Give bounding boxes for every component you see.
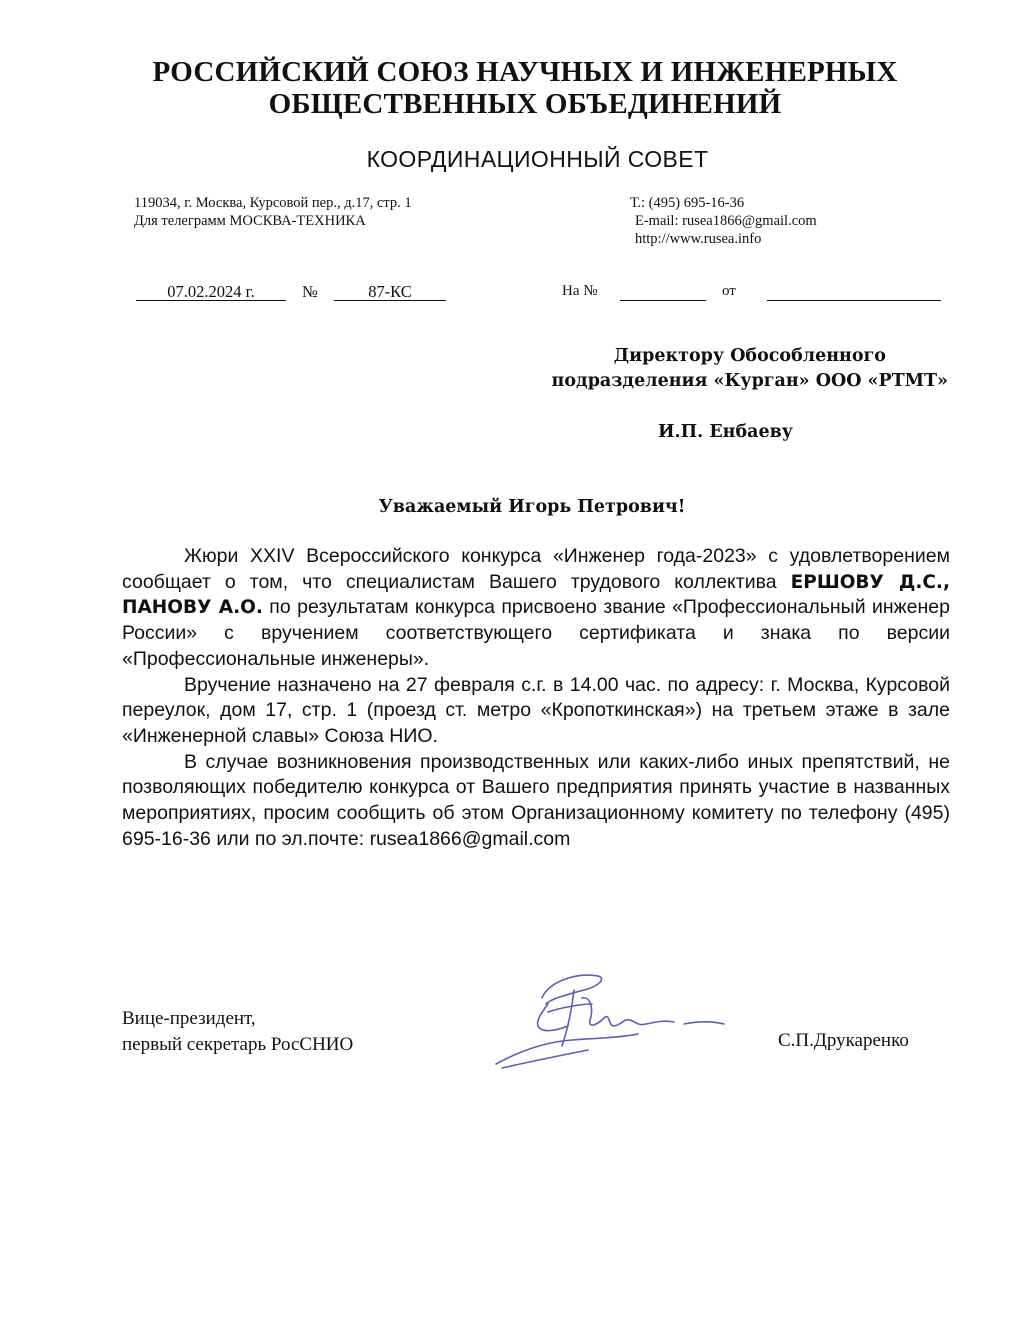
phone-number: Т.: (495) 695-16-36 — [630, 195, 745, 211]
letter-body — [122, 544, 950, 852]
addressee-line2: подразделения «Курган» ООО «РТМТ» — [551, 371, 948, 391]
council-name: КООРДИНАЦИОННЫЙ СОВЕТ — [366, 146, 709, 172]
salutation: Уважаемый Игорь Петрович! — [378, 497, 686, 517]
postal-address: 119034, г. Москва, Курсовой пер., д.17, стр. 1 — [134, 195, 412, 211]
winner-names: ЕРШОВУ Д.С., ПАНОВУ А.О. — [122, 571, 950, 619]
document-date-value: 07.02.2024 г. — [136, 282, 286, 301]
paragraph-1 — [122, 544, 950, 673]
document-number — [334, 282, 446, 302]
handwritten-signature — [488, 968, 733, 1078]
telegram-address: Для телеграмм МОСКВА-ТЕХНИКА — [134, 213, 366, 229]
document-number-value: 87-КС — [334, 282, 446, 301]
reference-date-field — [767, 282, 941, 301]
number-label: № — [302, 282, 318, 301]
paragraph-1-start: Жюри XXIV Всероссийского конкурса «Инженер года-2023» с удовлетворением сообщает о том, что специалистам Вашего трудового коллектива — [122, 545, 950, 593]
document-date — [136, 282, 286, 302]
organization-title-line2: ОБЩЕСТВЕННЫХ ОБЪЕДИНЕНИЙ — [268, 88, 782, 120]
website-url: http://www.rusea.info — [635, 231, 762, 247]
signatory-position — [122, 1006, 353, 1058]
addressee-line1: Директору Обособленного — [613, 346, 886, 366]
reference-date-label: от — [722, 283, 736, 299]
signer-name: С.П.Друкаренко — [778, 1030, 909, 1051]
paragraph-1-end: по результатам конкурса присвоено звание «Профессиональный инженер России» с вручением соответствующего сертификата и знака по версии «Профессиональные инженеры». — [122, 596, 950, 670]
signatory-position-line1: Вице-президент, — [122, 1008, 256, 1029]
email-address: E-mail: rusea1866@gmail.com — [635, 213, 817, 229]
reference-number-label: На № — [562, 283, 598, 299]
organization-title-line1: РОССИЙСКИЙ СОЮЗ НАУЧНЫХ И ИНЖЕНЕРНЫХ — [152, 56, 898, 88]
addressee-block — [552, 344, 948, 394]
addressee-name: И.П. Енбаеву — [658, 422, 793, 442]
paragraph-2: Вручение назначено на 27 февраля с.г. в 14.00 час. по адресу: г. Москва, Курсовой переулок, дом 17, стр. 1 (проезд ст. метро «Кропоткинская») на третьем этаже в зале «Инженерной славы» Союза НИО. — [122, 673, 950, 747]
paragraph-3: В случае возникновения производственных или каких-либо иных препятствий, не позволяющих победителю конкурса от Вашего предприятия принять участие в названных мероприятиях, просим сообщить об этом Организационному комитету по телефону (495) 695-16-36 или по эл.почте: rusea1866@gmail.com — [122, 750, 950, 850]
signatory-position-line2: первый секретарь РосСНИО — [122, 1034, 354, 1055]
organization-title — [0, 56, 1024, 120]
reference-number-field — [620, 282, 706, 301]
